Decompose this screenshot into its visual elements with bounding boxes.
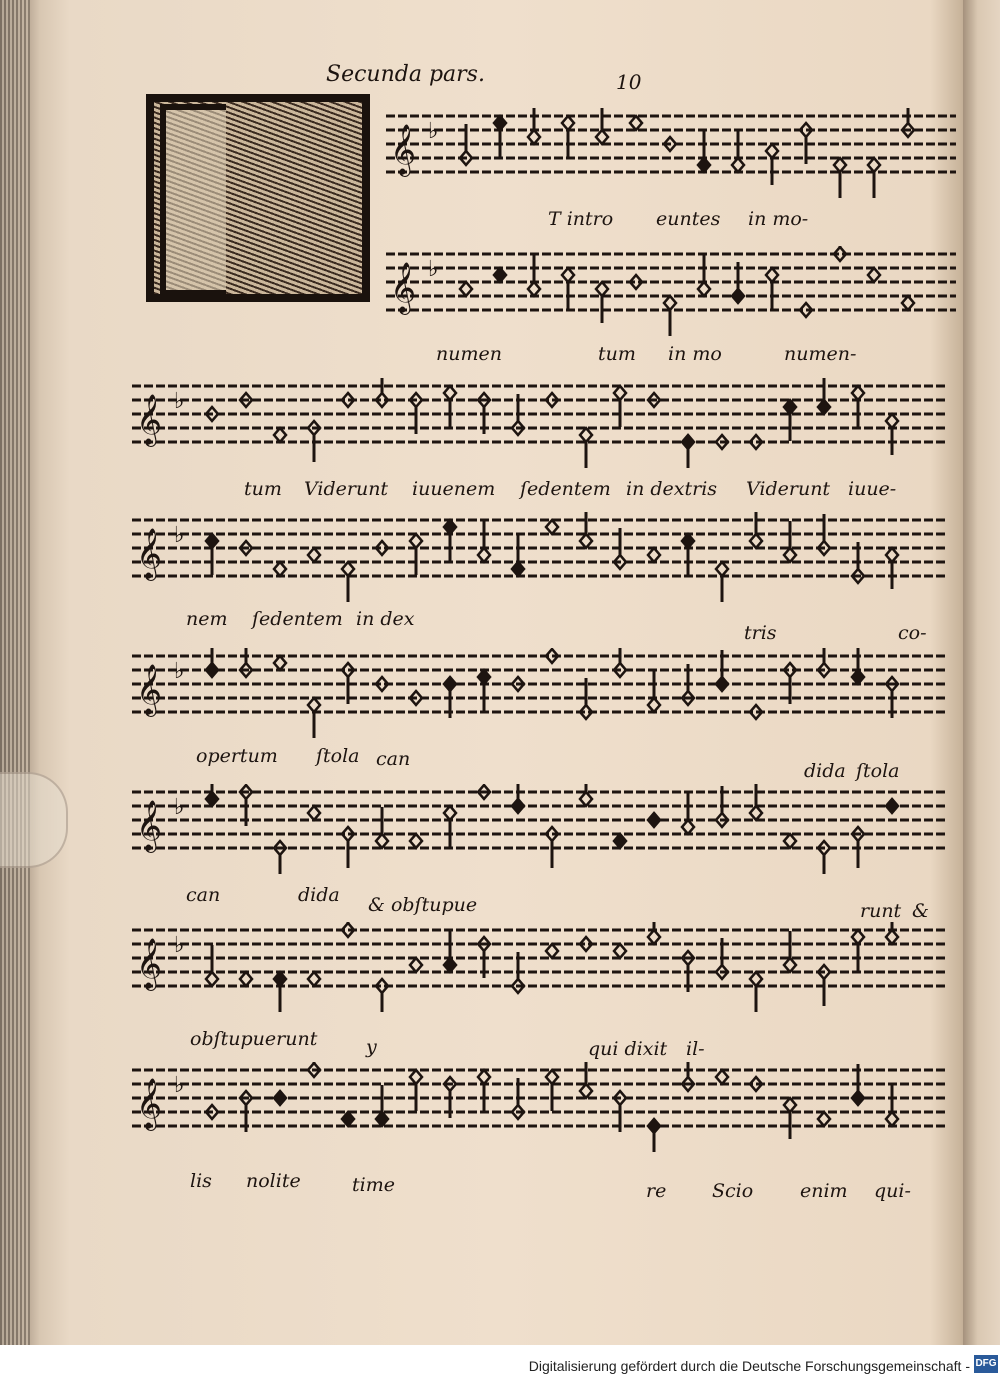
diamond-note-icon (732, 131, 744, 172)
diamond-note-icon (648, 671, 660, 712)
diamond-note-icon (274, 841, 286, 874)
clef-icon: 𝄞 (136, 938, 163, 989)
lyric-syllable: qui- (874, 1180, 911, 1202)
diamond-note-icon (868, 158, 880, 198)
music-staff (132, 648, 946, 738)
diamond-note-icon (868, 268, 880, 282)
diamond-note-icon (206, 945, 218, 986)
diamond-note-icon (818, 378, 830, 414)
diamond-note-icon (444, 931, 456, 972)
diamond-note-icon (834, 246, 846, 261)
diamond-note-icon (410, 834, 422, 848)
lyric-syllable: Viderunt (746, 478, 831, 500)
diamond-note-icon (716, 562, 728, 602)
diamond-note-icon (902, 296, 914, 310)
diamond-note-icon (546, 944, 558, 958)
diamond-note-icon (852, 386, 864, 427)
diamond-note-icon (784, 521, 796, 562)
diamond-note-icon (580, 428, 592, 468)
diamond-note-icon (478, 521, 490, 562)
lyric-syllable: tum (598, 343, 636, 365)
clef-icon: 𝄞 (390, 262, 417, 313)
diamond-note-icon (682, 435, 694, 468)
lyric-syllable: can (376, 748, 411, 770)
flat-icon: ♭ (174, 795, 185, 820)
diamond-note-icon (886, 414, 898, 455)
diamond-note-icon (376, 807, 388, 848)
diamond-note-icon (698, 131, 710, 172)
clef-icon: 𝄞 (136, 394, 163, 445)
clef-icon: 𝄞 (136, 528, 163, 579)
diamond-note-icon (206, 534, 218, 575)
diamond-note-icon (664, 296, 676, 336)
diamond-note-icon (308, 806, 320, 820)
diamond-note-icon (528, 255, 540, 296)
diamond-note-icon (818, 841, 830, 874)
page-edge-stack (0, 0, 30, 1345)
diamond-note-icon (834, 158, 846, 198)
diamond-note-icon (784, 1098, 796, 1139)
diamond-note-icon (818, 648, 830, 677)
diamond-note-icon (308, 698, 320, 738)
diamond-note-icon (648, 1119, 660, 1152)
decorated-initial-E-woodcut-icon (146, 94, 370, 302)
lyric-syllable: obſtupuerunt (190, 1028, 318, 1050)
clef-icon: 𝄞 (136, 664, 163, 715)
diamond-note-icon (766, 268, 778, 309)
diamond-note-icon (444, 386, 456, 427)
diamond-note-icon (648, 922, 660, 944)
lyric-syllable: ſtola (316, 745, 360, 767)
diamond-note-icon (580, 512, 592, 548)
diamond-note-icon (240, 648, 252, 677)
diamond-note-icon (478, 1070, 490, 1111)
diamond-note-icon (308, 972, 320, 986)
diamond-note-icon (902, 108, 914, 137)
lyric-syllable: Viderunt (304, 478, 389, 500)
diamond-note-icon (614, 944, 626, 958)
diamond-note-icon (784, 834, 796, 848)
lyric-syllable: enim (800, 1180, 848, 1202)
diamond-note-icon (512, 784, 524, 813)
lyric-syllable: dida (804, 760, 846, 782)
dfg-logo-icon: DFG (974, 1355, 998, 1373)
lyric-syllable: in dex (356, 608, 415, 630)
diamond-note-icon (614, 648, 626, 677)
section-title: Secunda pars. (326, 62, 485, 87)
diamond-note-icon (376, 1085, 388, 1126)
lyric-syllable: qui dixit (588, 1038, 668, 1060)
diamond-note-icon (596, 108, 608, 144)
diamond-note-icon (376, 979, 388, 1012)
diamond-note-icon (750, 784, 762, 820)
lyric-syllable: numen- (784, 343, 857, 365)
lyric-syllable: tris (744, 622, 777, 644)
lyric-syllable: nolite (246, 1170, 301, 1192)
footer-bar (0, 1345, 1000, 1389)
clef-icon: 𝄞 (390, 124, 417, 175)
diamond-note-icon (562, 116, 574, 157)
diamond-note-icon (852, 930, 864, 971)
music-staff (132, 512, 946, 602)
flat-icon: ♭ (174, 523, 185, 548)
flat-icon: ♭ (428, 257, 439, 282)
lyric-syllable: in dextris (626, 478, 718, 500)
lyric-syllable: lis (190, 1170, 212, 1192)
lyric-syllable: y (366, 1036, 377, 1058)
diamond-note-icon (460, 282, 472, 296)
diamond-note-icon (716, 1070, 728, 1084)
diamond-note-icon (546, 1070, 558, 1111)
diamond-note-icon (274, 972, 286, 1012)
lyric-syllable: T intro (548, 208, 614, 230)
page-number: 10 (616, 70, 642, 94)
diamond-note-icon (308, 548, 320, 562)
diamond-note-icon (750, 512, 762, 548)
lyric-syllable: nem (186, 608, 228, 630)
diamond-note-icon (682, 1062, 694, 1091)
lyric-syllable: opertum (196, 745, 278, 767)
diamond-note-icon (886, 799, 898, 813)
diamond-note-icon (410, 958, 422, 972)
lyric-syllable: dida (298, 884, 340, 906)
flat-icon: ♭ (174, 389, 185, 414)
lyric-syllable: co- (898, 622, 927, 644)
diamond-note-icon (546, 520, 558, 534)
music-staff (132, 922, 946, 1012)
facing-page-edge (963, 0, 1000, 1345)
lyric-syllable: il- (686, 1038, 705, 1060)
lyric-syllable: & obſtupue (368, 894, 478, 916)
diamond-note-icon (528, 108, 540, 144)
diamond-note-icon (614, 386, 626, 427)
diamond-note-icon (206, 648, 218, 677)
footer-credit: Digitalisierung gefördert durch die Deutsche Forschungsgemeinschaft - (528, 1358, 970, 1374)
diamond-note-icon (494, 268, 506, 282)
diamond-note-icon (698, 255, 710, 296)
diamond-note-icon (342, 1112, 354, 1126)
book-clip-tab (0, 772, 68, 868)
diamond-note-icon (206, 784, 218, 806)
lyric-syllable: iuue- (848, 478, 897, 500)
lyric-syllable: time (352, 1174, 395, 1196)
lyric-syllable: euntes (656, 208, 721, 230)
diamond-note-icon (274, 428, 286, 442)
diamond-note-icon (596, 282, 608, 323)
lyric-syllable: & (912, 900, 929, 922)
music-staff (386, 108, 956, 198)
flat-icon: ♭ (174, 659, 185, 684)
lyric-syllable: runt (860, 900, 902, 922)
diamond-note-icon (886, 1085, 898, 1126)
diamond-note-icon (274, 656, 286, 670)
lyric-syllable: Scio (712, 1180, 754, 1202)
diamond-note-icon (274, 562, 286, 576)
lyric-syllable: tum (244, 478, 282, 500)
diamond-note-icon (682, 534, 694, 575)
music-staff (132, 1062, 946, 1152)
diamond-note-icon (766, 144, 778, 185)
music-staff (132, 784, 946, 874)
diamond-note-icon (494, 116, 506, 157)
diamond-note-icon (784, 400, 796, 441)
music-staff (132, 378, 946, 468)
lyric-syllable: numen (436, 343, 502, 365)
music-staff (386, 246, 956, 336)
diamond-note-icon (852, 648, 864, 684)
flat-icon: ♭ (428, 119, 439, 144)
diamond-note-icon (512, 535, 524, 576)
flat-icon: ♭ (174, 1073, 185, 1098)
lyric-syllable: in mo (668, 343, 722, 365)
diamond-note-icon (750, 972, 762, 1012)
lyric-syllable: in mo- (748, 208, 809, 230)
flat-icon: ♭ (174, 933, 185, 958)
diamond-note-icon (376, 378, 388, 407)
diamond-note-icon (630, 116, 642, 130)
diamond-note-icon (342, 562, 354, 602)
lyric-syllable: can (186, 884, 221, 906)
diamond-note-icon (410, 534, 422, 575)
clef-icon: 𝄞 (136, 1078, 163, 1129)
diamond-note-icon (648, 813, 660, 827)
diamond-note-icon (784, 931, 796, 972)
lyric-syllable: ſtola (856, 760, 900, 782)
diamond-note-icon (478, 670, 490, 711)
diamond-note-icon (648, 548, 660, 562)
diamond-note-icon (444, 520, 456, 561)
lyric-syllable: iuuenem (412, 478, 496, 500)
diamond-note-icon (444, 806, 456, 847)
lyric-syllable: ſedentem (520, 478, 611, 500)
diamond-note-icon (614, 834, 626, 848)
diamond-note-icon (580, 784, 592, 806)
lyric-syllable: ſedentem (252, 608, 343, 630)
clef-icon: 𝄞 (136, 800, 163, 851)
diamond-note-icon (818, 1112, 830, 1126)
diamond-note-icon (562, 268, 574, 309)
diamond-note-icon (274, 1091, 286, 1105)
diamond-note-icon (682, 793, 694, 834)
diamond-note-icon (580, 1062, 592, 1098)
lyric-syllable: re (646, 1180, 667, 1202)
diamond-note-icon (886, 922, 898, 944)
diamond-note-icon (410, 1070, 422, 1111)
diamond-note-icon (886, 548, 898, 589)
diamond-note-icon (240, 972, 252, 986)
